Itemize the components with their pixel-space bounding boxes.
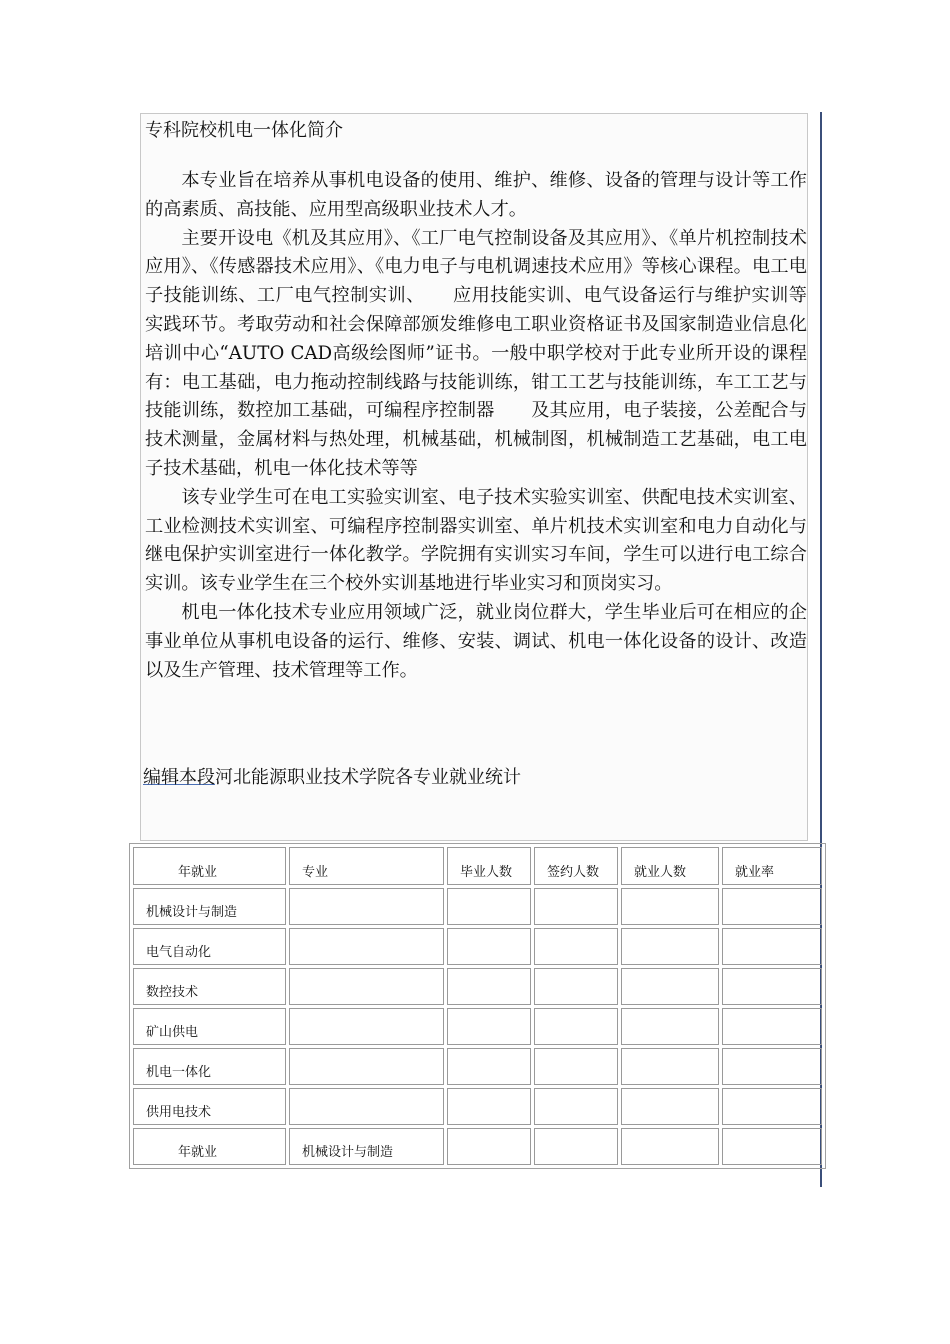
table-cell <box>621 1128 719 1165</box>
page-title: 专科院校机电一体化简介 <box>145 120 343 141</box>
table-cell <box>289 928 444 965</box>
table-cell <box>289 888 444 925</box>
table-cell: 机械设计与制造 <box>133 888 286 925</box>
table-cell <box>447 888 531 925</box>
table-row <box>133 1008 822 1045</box>
table-cell <box>722 968 822 1005</box>
table-cell: 矿山供电 <box>133 1008 286 1045</box>
table-cell <box>722 1088 822 1125</box>
table-cell <box>447 1128 531 1165</box>
header-cell: 签约人数 <box>534 847 618 885</box>
table-row <box>133 928 822 965</box>
table-cell: 电气自动化 <box>133 928 286 965</box>
table-cell <box>621 928 719 965</box>
header-cell: 就业率 <box>722 847 822 885</box>
header-cell: 毕业人数 <box>447 847 531 885</box>
table-cell: 机械设计与制造 <box>289 1128 444 1165</box>
table-cell: 年就业 <box>133 1128 286 1165</box>
paragraph-courses: 主要开设电《机及其应用》、《工厂电气控制设备及其应用》、《单片机控制技术应用》、《传感器技术应用》、《电力电子与电机调速技术应用》等核心课程。电工电子技能训练、工厂电气控制实训、 应用技能实训、电气设备运行与维护实训等实践环节。考取劳动和社会保障部颁发维修电工职业资格证书及国家制造业信息化培训中心“AUTO CAD高级绘图师”证书。一般中职学校对于此专业所开设的课程有：电工基础，电力拖动控制线路与技能训练，钳工工艺与技能训练，车工工艺与技能训练，数控加工基础，可编程序控制器 及其应用，电子装接，公差配合与技术测量，金属材料与热处理，机械基础，机械制图，机械制造工艺基础，电工电子技术基础，机电一体化技术等等 <box>145 227 807 479</box>
table-cell <box>447 928 531 965</box>
table-cell <box>289 1048 444 1085</box>
header-cell: 年就业 <box>133 847 286 885</box>
table-cell <box>722 1128 822 1165</box>
table-row <box>133 1128 822 1165</box>
edit-section-link[interactable]: 编辑本段 <box>143 767 215 788</box>
table-cell <box>722 1008 822 1045</box>
table-row <box>133 1048 822 1085</box>
paragraph-labs: 该专业学生可在电工实验实训室、电子技术实验实训室、供配电技术实训室、工业检测技术实训室、可编程序控制器实训室、单片机技术实训室和电力自动化与继电保护实训室进行一体化教学。学院拥有实训实习车间，学生可以进行电工综合实训。该专业学生在三个校外实训基地进行毕业实习和顶岗实习。 <box>145 486 807 595</box>
table-cell <box>534 1128 618 1165</box>
table-cell <box>289 968 444 1005</box>
table-cell <box>534 1048 618 1085</box>
table-cell <box>621 968 719 1005</box>
section-heading: 河北能源职业技术学院各专业就业统计 <box>215 767 521 788</box>
table-cell <box>722 1048 822 1085</box>
table-cell <box>447 1088 531 1125</box>
header-cell: 就业人数 <box>621 847 719 885</box>
table-cell <box>534 888 618 925</box>
table-cell <box>722 888 822 925</box>
section-heading-line <box>143 765 521 791</box>
table-cell <box>722 928 822 965</box>
table-row <box>133 1088 822 1125</box>
header-cell: 专业 <box>289 847 444 885</box>
table-cell <box>447 968 531 1005</box>
intro-textbox <box>140 113 808 841</box>
table-cell <box>621 1008 719 1045</box>
table-cell <box>447 1048 531 1085</box>
table-row <box>133 968 822 1005</box>
table-cell <box>534 928 618 965</box>
table-cell <box>621 1048 719 1085</box>
table-cell: 数控技术 <box>133 968 286 1005</box>
paragraph-goal: 本专业旨在培养从事机电设备的使用、维护、维修、设备的管理与设计等工作的高素质、高技能、应用型高级职业技术人才。 <box>145 170 807 220</box>
intro-body <box>145 167 807 685</box>
table-cell <box>447 1008 531 1045</box>
employment-stats-table <box>129 843 826 1169</box>
table-cell <box>621 888 719 925</box>
table-cell <box>289 1008 444 1045</box>
table-cell: 供用电技术 <box>133 1088 286 1125</box>
table-cell <box>534 1008 618 1045</box>
table-cell: 机电一体化 <box>133 1048 286 1085</box>
table-cell <box>289 1088 444 1125</box>
table-cell <box>621 1088 719 1125</box>
table-row <box>133 888 822 925</box>
paragraph-employment: 机电一体化技术专业应用领域广泛，就业岗位群大，学生毕业后可在相应的企事业单位从事机电设备的运行、维修、安装、调试、机电一体化设备的设计、改造以及生产管理、技术管理等工作。 <box>145 601 807 681</box>
table-header-row <box>133 847 822 885</box>
table-cell <box>534 968 618 1005</box>
table-cell <box>534 1088 618 1125</box>
